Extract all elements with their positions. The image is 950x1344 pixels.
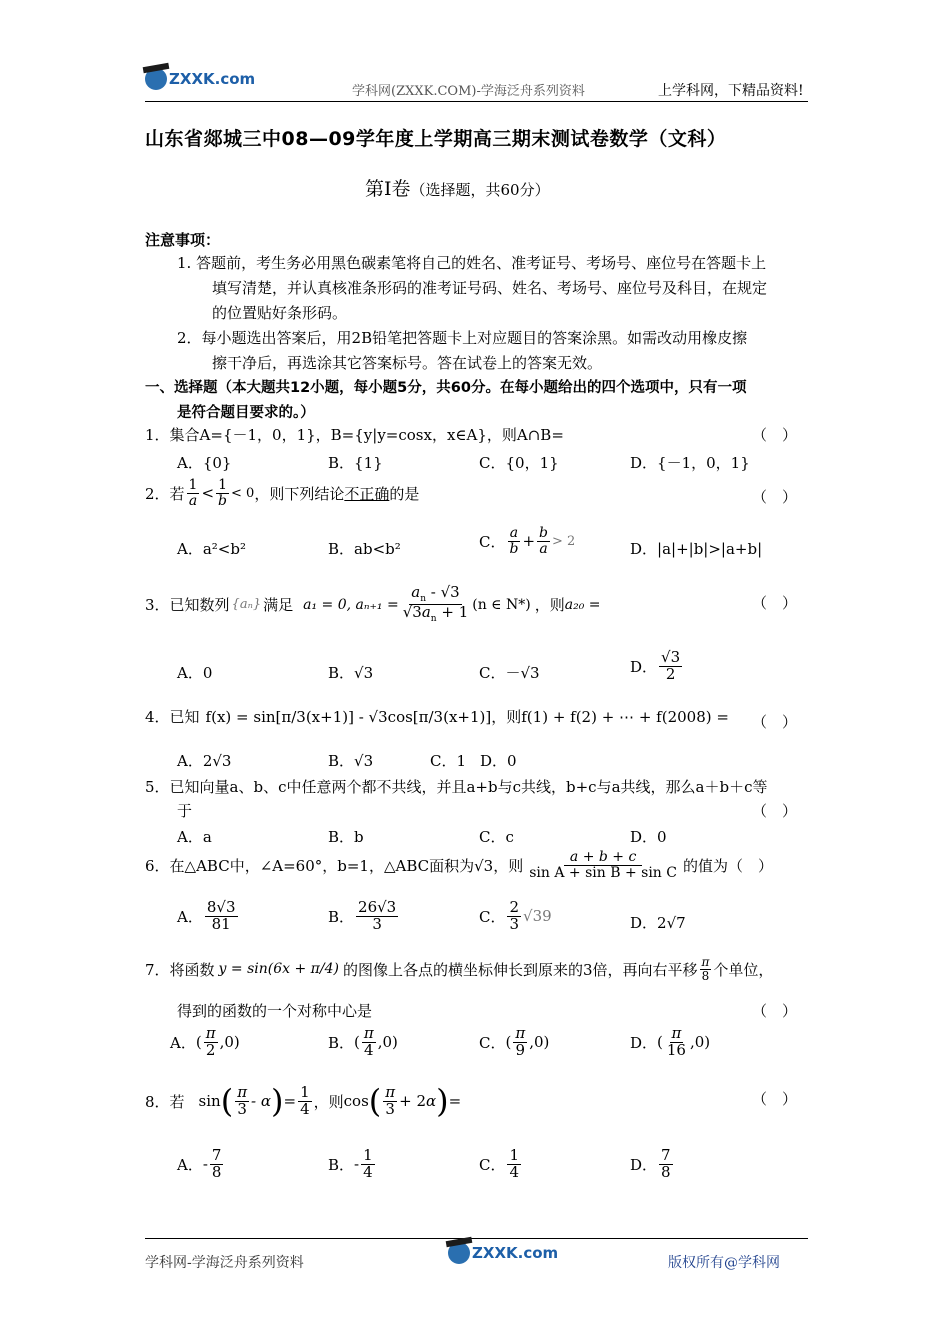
q7-option-d: D． ( $\frac{\pi}{16}$ ,0) [630,1024,711,1059]
q3-domain: (n ∈ N*) [472,596,531,613]
q2-frac-1a: $\frac{1}{a}$ [188,477,198,509]
q6-tail: 的值为（ ） [682,856,773,875]
footer-divider [145,1238,808,1239]
q6-option-d: D．2√7 [630,914,686,932]
q1-answer-paren: （ ） [752,426,798,444]
logo-text: ZXXK.com [169,70,256,88]
q7-line1a: 7．将函数 [145,960,215,979]
q3-option-a: A．0 [177,664,213,682]
q2-option-c-label: C． [479,532,506,551]
q7-line1c: 个单位， [713,960,774,979]
q7-line2: 得到的函数的一个对称中心是 [177,1002,373,1020]
q2-option-a: A．a²<b² [177,540,246,558]
notice-item1-line2: 填写清楚，并认真核准条形码的准考证号码、姓名、考场号、座位号及科目，在规定 [212,279,768,297]
page-title: 山东省郯城三中08—09学年度上学期高三期末测试卷数学（文科） [145,128,727,150]
q8-num: 8．若 [145,1092,185,1111]
header-right: 上学科网，下精品资料! [658,83,804,99]
q5-line1: 5．已知向量a、b、c中任意两个都不共线，并且a+b与c共线，b+c与a共线，那么a＋b＋c等 [145,778,768,796]
q3-stem: 3．已知数列 {aₙ} 满足 a₁ = 0, aₙ₊₁ = $\frac{a_n - √3}{√3a_n + 1}$ (n ∈ N*) ，则 a₂₀ = [145,583,601,625]
q3-target: a₂₀ = [564,596,601,613]
q4-sum: f(1) + f(2) + ⋯ + f(2008) = [521,707,729,726]
q2-option-c: C． $\frac{a}{b}$ + $\frac{b}{a}$ > 2 [479,525,576,557]
q2-tail: ，则下列结论 [254,484,345,503]
q7-func: y = sin(6x + π/4) [218,961,339,978]
q2-stem: 2．若 $\frac{1}{a}$ < $\frac{1}{b}$ < 0 ，则下列结论 不正确 的是 [145,477,420,509]
q8-option-a: A． - $\frac{7}{8}$ [177,1146,222,1181]
q2-underline: 不正确 [344,484,390,503]
q2-option-d: D．|a|+|b|>|a+b| [630,540,763,558]
q7-option-a: A． ( $\frac{\pi}{2}$ ,0) [170,1024,240,1059]
q5-answer-paren: （ ） [752,802,798,820]
notice-item2-line1: 2．每小题选出答案后，用2B铅笔把答题卡上对应题目的答案涂黑。如需改动用橡皮擦 [177,329,748,347]
q4-option-d: D．0 [480,752,517,770]
q4-num: 4．已知 [145,708,200,726]
volume-heading [365,174,550,201]
footer-logo [448,1242,558,1264]
q5-line2: 于 [177,802,193,820]
q3-option-d-label: D． [630,657,658,676]
footer-logo-text: ZXXK.com [472,1244,559,1262]
q3-option-d: D． $\frac{√3}{2}$ [630,648,681,683]
footer-right: 版权所有@学科网 [668,1255,780,1271]
q5-option-d: D．0 [630,828,667,846]
q5-option-c: C．c [479,828,514,846]
notice-heading: 注意事项： [145,231,221,249]
q6-option-c: C． $\frac{2}{3}$ √39 [479,898,552,933]
notice-item2-line2: 擦干净后，再选涂其它答案标号。答在试卷上的答案无效。 [212,354,603,372]
q8-option-b: B． - $\frac{1}{4}$ [328,1146,373,1181]
notice-item1-line3: 的位置贴好条形码。 [212,304,348,322]
q8-answer-paren: （ ） [752,1090,798,1108]
volume-main: 第Ⅰ卷 [365,178,411,200]
q3-num: 3．已知数列 [145,596,230,615]
graduation-cap-icon [145,68,167,90]
q4-option-a: A．2√3 [177,752,232,770]
q4-tail: ，则 [491,708,522,726]
q7-line1: 7．将函数 y = sin(6x + π/4) 的图像上各点的横坐标伸长到原来的3倍，再向右平移 $\frac{\pi}{8}$ 个单位， [145,955,774,983]
q2-option-b: B．ab<b² [328,540,401,558]
q7-line1b: 的图像上各点的横坐标伸长到原来的3倍，再向右平移 [342,960,698,979]
volume-sub: （选择题，共60分） [410,181,550,199]
header-center: 学科网(ZXXK.COM)-学海泛舟系列资料 [352,84,585,99]
q6-text1: 6．在△ABC中，∠A=60°，b=1，△ABC面积为√3，则 [145,856,524,875]
section-line1: 一、选择题（本大题共12小题，每小题5分，共60分。在每小题给出的四个选项中，只有一项 [145,380,747,396]
q3-cond: a₁ = 0, aₙ₊₁ = [303,596,399,613]
q8-stem: 8．若 sin ( $\frac{\pi}{3}$ - α ) = $\frac{1}{4}$ ，则 cos ( $\frac{\pi}{3}$ + 2α ) = [145,1082,462,1120]
q2-frac-1b: $\frac{1}{b}$ [218,477,228,509]
header-logo [145,68,255,90]
q2-answer-paren: （ ） [752,488,798,506]
q6-frac-den: sin A + sin B + sin C [529,864,677,881]
q7-option-c: C． ( $\frac{\pi}{9}$ ,0) [479,1024,550,1059]
q8-tail: ，则 [313,1092,344,1111]
q4-option-c: C．1 [430,752,467,770]
q3-mid: 满足 [263,596,294,615]
q7-option-b: B． ( $\frac{\pi}{4}$ ,0) [328,1024,398,1059]
q1-option-b: B．{1} [328,454,383,472]
q1-option-d: D．{－1，0，1} [630,454,750,472]
q3-option-b: B．√3 [328,664,374,682]
q6-option-a: A． $\frac{8√3}{81}$ [177,898,236,933]
q4-option-b: B．√3 [328,752,374,770]
q4-stem [145,706,729,727]
q3-option-c: C．－√3 [479,664,540,682]
q3-tail: ，则 [534,596,565,615]
footer-left: 学科网-学海泛舟系列资料 [145,1255,304,1271]
q8-option-c: C． $\frac{1}{4}$ [479,1146,520,1181]
q1-stem: 1．集合A={－1，0，1}，B={y|y=cosx，x∈A}，则A∩B= [145,426,564,444]
q4-answer-paren: （ ） [752,713,798,731]
q2-option-c-tail: > 2 [552,533,576,549]
q3-answer-paren: （ ） [752,594,798,612]
q7-answer-paren: （ ） [752,1002,798,1020]
q5-option-b: B．b [328,828,364,846]
q2-end: 的是 [389,484,420,503]
header-divider [145,101,808,102]
q2-num: 2．若 [145,484,185,503]
q6-option-b: B． $\frac{26√3}{3}$ [328,898,397,933]
graduation-cap-icon [448,1242,470,1264]
q1-option-a: A．{0} [177,454,232,472]
q6-stem [145,850,773,880]
q4-expr: f(x) = sin[π/3(x+1)] - √3cos[π/3(x+1)] [205,707,492,726]
q8-option-d: D． $\frac{7}{8}$ [630,1146,671,1181]
section-line2: 是符合题目要求的。） [177,405,315,421]
q1-option-c: C．{0，1} [479,454,559,472]
notice-item1-line1: 1. 答题前，考生务必用黑色碳素笔将自己的姓名、准考证号、考场号、座位号在答题卡上 [177,254,767,272]
q6-frac-num: a + b + c [564,850,642,866]
q5-option-a: A．a [177,828,212,846]
